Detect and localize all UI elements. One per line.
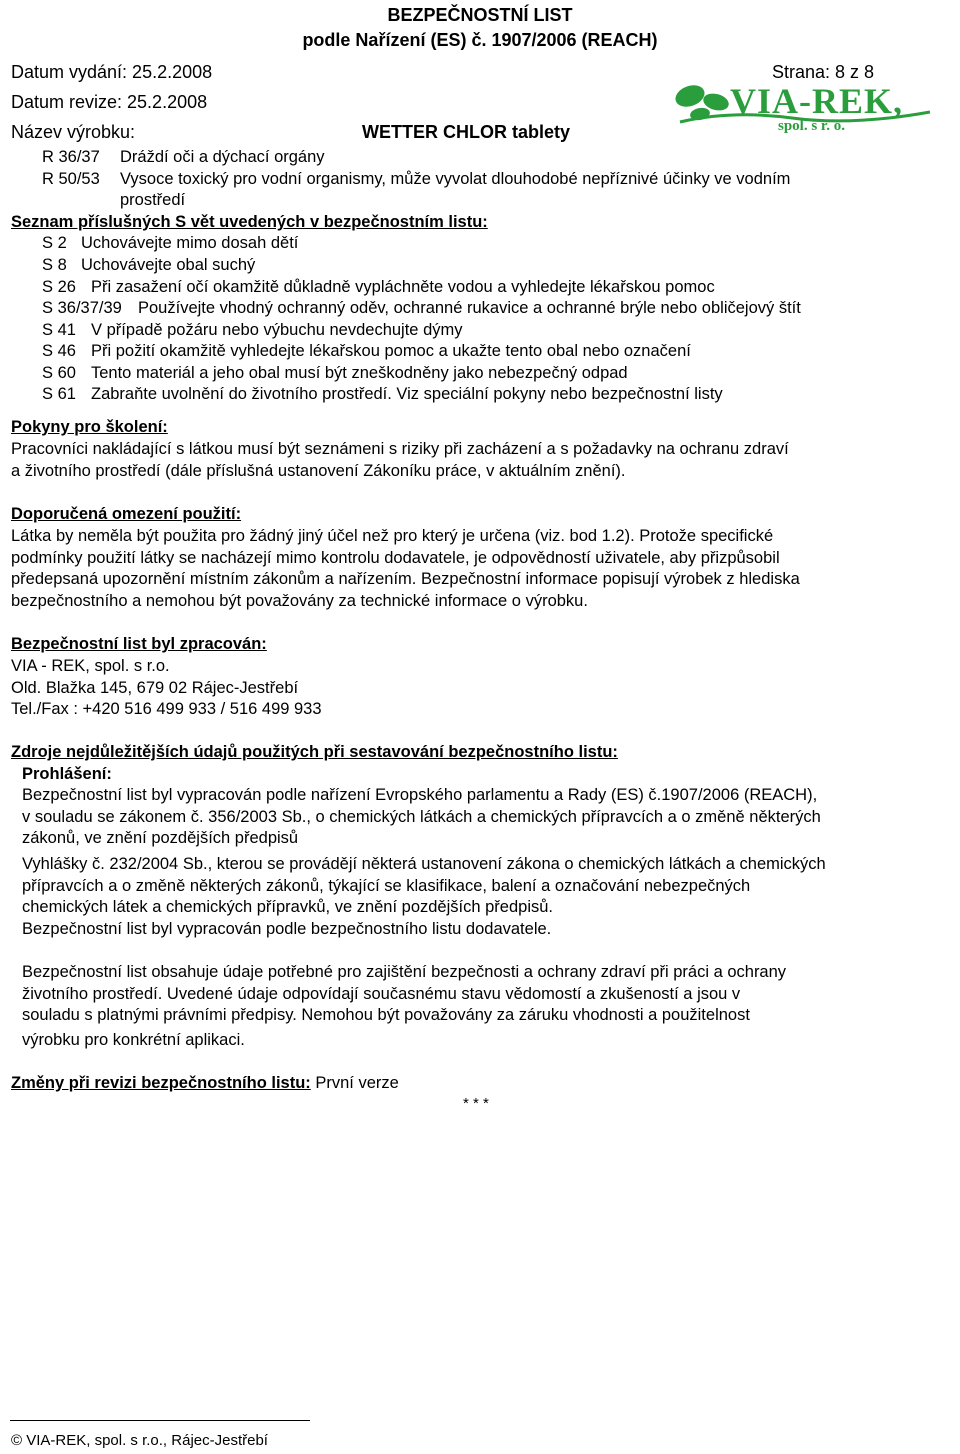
s-phrase-code: S 41 (42, 321, 76, 339)
s-phrase-code: S 36/37/39 (42, 299, 122, 317)
s-phrase-text: Při zasažení očí okamžitě důkladně vypláchněte vodou a vyhledejte lékařskou pomoc (91, 278, 715, 296)
r-phrase-code: R 36/37 (42, 148, 100, 166)
sources-line: Bezpečnostní list byl vypracován podle nařízení Evropského parlamentu a Rady (ES) č.1907/2006 (REACH), (22, 786, 818, 804)
s-phrase-code: S 2 (42, 234, 67, 252)
s-phrase-text: V případě požáru nebo výbuchu nevdechujte dýmy (91, 321, 463, 339)
changes-value: První verze (310, 1074, 399, 1092)
end-marks: * * * (463, 1095, 489, 1112)
logo-subtext: spol. s r. o. (778, 118, 845, 134)
sources-line: v souladu se zákonem č. 356/2003 Sb., o chemických látkách a chemických přípravcích a o změně některých (22, 808, 821, 826)
restrictions-line: předepsaná upozornění místním zákonům a nařízením. Bezpečnostní informace popisují výrobek z hlediska (11, 570, 800, 588)
sources-line: Bezpečnostní list obsahuje údaje potřebné pro zajištění bezpečnosti a ochrany zdraví při práci a ochrany (22, 963, 787, 981)
sources-line: životního prostředí. Uvedené údaje odpovídají současnému stavu vědomostí a zkušeností a jsou v (22, 985, 741, 1003)
training-line: a životního prostředí (dále příslušná ustanovení Zákoníku práce, v aktuálním znění). (11, 462, 626, 480)
restrictions-line: bezpečnostního a nemohou být považovány za technické informace o výrobku. (11, 592, 588, 610)
restrictions-heading: Doporučená omezení použití: (11, 505, 242, 523)
s-phrase-text: Tento materiál a jeho obal musí být zneškodněny jako nebezpečný odpad (91, 364, 628, 382)
sources-heading: Zdroje nejdůležitějších údajů použitých při sestavování bezpečnostního listu: (11, 743, 618, 761)
company-logo (672, 82, 934, 136)
document-subtitle: podle Nařízení (ES) č. 1907/2006 (REACH) (302, 30, 658, 50)
r-phrase-text-cont: prostředí (120, 191, 186, 209)
s-phrase-code: S 61 (42, 385, 76, 403)
product-name: WETTER CHLOR tablety (362, 122, 571, 142)
restrictions-line: podmínky použití látky se nacházejí mimo kontrolu dodavatele, je odpovědností uživatele, aby přizpůsobil (11, 549, 780, 567)
sources-line: Bezpečnostní list byl vypracován podle bezpečnostního listu dodavatele. (22, 920, 552, 938)
footer-copyright: © VIA-REK, spol. s r.o., Rájec-Jestřebí (11, 1432, 268, 1449)
training-heading: Pokyny pro školení: (11, 418, 168, 436)
prepared-by-line: Tel./Fax : +420 516 499 933 / 516 499 933 (11, 700, 322, 718)
s-phrase-text: Uchovávejte obal suchý (81, 256, 256, 274)
page-number: Strana: 8 z 8 (772, 62, 875, 82)
changes-row (11, 1074, 399, 1093)
document-title: BEZPEČNOSTNÍ LIST (387, 5, 573, 25)
prepared-by-heading: Bezpečnostní list byl zpracován: (11, 635, 267, 653)
declaration-label: Prohlášení: (22, 765, 112, 783)
sources-line: Vyhlášky č. 232/2004 Sb., kterou se provádějí některá ustanovení zákona o chemických látkách a chemických (22, 855, 826, 873)
sources-line: zákonů, ve znění pozdějších předpisů (22, 829, 299, 847)
r-phrase-text: Dráždí oči a dýchací orgány (120, 148, 325, 166)
s-phrase-text: Uchovávejte mimo dosah dětí (81, 234, 299, 252)
sources-line: chemických látek a chemických přípravků, ve znění pozdějších předpisů. (22, 898, 553, 916)
sources-line: výrobku pro konkrétní aplikaci. (22, 1031, 245, 1049)
prepared-by-line: Old. Blažka 145, 679 02 Rájec-Jestřebí (11, 679, 299, 697)
s-list-heading: Seznam příslušných S vět uvedených v bezpečnostním listu: (11, 213, 488, 231)
changes-heading: Změny při revizi bezpečnostního listu: (11, 1074, 311, 1092)
s-phrase-text: Zabraňte uvolnění do životního prostředí. Viz speciální pokyny nebo bezpečnostní listy (91, 385, 723, 403)
restrictions-line: Látka by neměla být použita pro žádný jiný účel než pro který je určena (viz. bod 1.2). Protože specifické (11, 527, 774, 545)
s-phrase-code: S 26 (42, 278, 76, 296)
s-phrase-text: Používejte vhodný ochranný oděv, ochranné rukavice a ochranné brýle nebo obličejový štít (138, 299, 801, 317)
s-phrase-code: S 46 (42, 342, 76, 360)
s-phrase-text: Při požití okamžitě vyhledejte lékařskou pomoc a ukažte tento obal nebo označení (91, 342, 691, 360)
s-phrase-code: S 60 (42, 364, 76, 382)
footer-divider (10, 1420, 310, 1421)
logo-text: VIA-REK, (730, 81, 904, 121)
prepared-by-line: VIA - REK, spol. s r.o. (11, 657, 170, 675)
issue-date: Datum vydání: 25.2.2008 (11, 62, 213, 82)
product-label: Název výrobku: (11, 122, 136, 142)
training-line: Pracovníci nakládající s látkou musí být seznámeni s riziky při zacházení a s požadavky na ochranu zdraví (11, 440, 789, 458)
revision-date: Datum revize: 25.2.2008 (11, 92, 208, 112)
s-phrase-code: S 8 (42, 256, 67, 274)
r-phrase-text: Vysoce toxický pro vodní organismy, může vyvolat dlouhodobé nepříznivé účinky ve vodním (120, 170, 791, 188)
sources-line: souladu s platnými právními předpisy. Nemohou být považovány za záruku vhodnosti a použitelnost (22, 1006, 750, 1024)
r-phrase-code: R 50/53 (42, 170, 100, 188)
sources-line: přípravcích a o změně některých zákonů, týkající se klasifikace, balení a označování nebezpečných (22, 877, 751, 895)
